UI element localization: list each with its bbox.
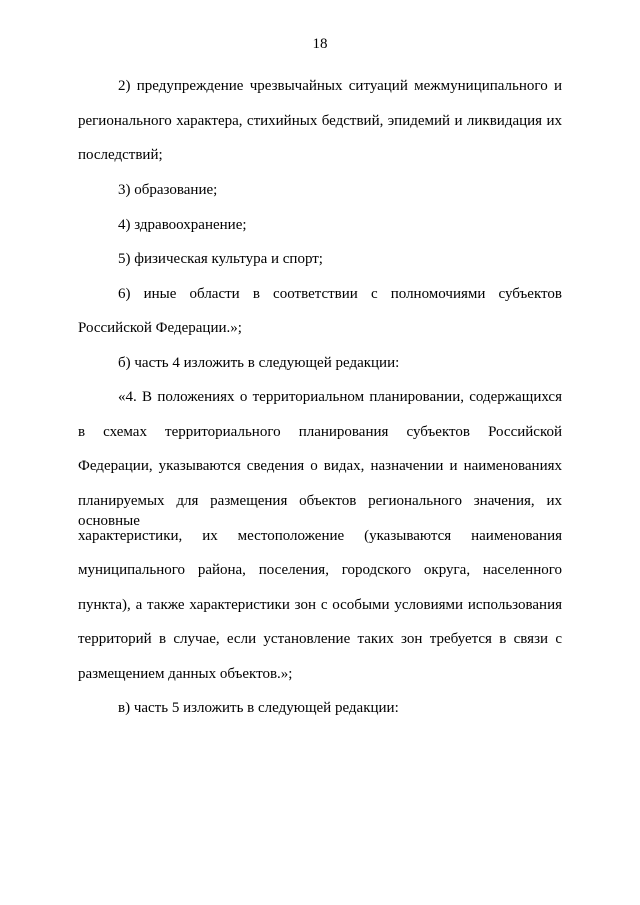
paragraph-line: муниципального района, поселения, городского округа, населенного [78,562,562,578]
paragraph-line: 4) здравоохранение; [118,217,247,233]
paragraph-line: 3) образование; [118,182,218,198]
page-number: 18 [312,36,328,52]
paragraph-line: 2) предупреждение чрезвычайных ситуаций межмуниципального и [118,78,562,94]
paragraph-line: в) часть 5 изложить в следующей редакции: [118,700,399,716]
paragraph-line: «4. В положениях о территориальном планировании, содержащихся [118,389,562,405]
paragraph-line: Федерации, указываются сведения о видах, назначении и наименованиях [78,458,562,474]
paragraph-line: в схемах территориального планирования субъектов Российской [78,424,562,440]
paragraph-line: 6) иные области в соответствии с полномочиями субъектов [118,286,562,302]
paragraph-line: последствий; [78,147,163,163]
paragraph-line: 5) физическая культура и спорт; [118,251,323,267]
paragraph-line: характеристики, их местоположение (указываются наименования [78,528,562,544]
paragraph-line: территорий в случае, если установление таких зон требуется в связи с [78,631,562,647]
paragraph-line: пункта), а также характеристики зон с особыми условиями использования [78,597,562,613]
paragraph-line: размещением данных объектов.»; [78,666,293,682]
paragraph-line: Российской Федерации.»; [78,320,242,336]
paragraph-line: регионального характера, стихийных бедствий, эпидемий и ликвидация их [78,113,562,129]
paragraph-line: планируемых для размещения объектов регионального значения, их основные [78,493,562,529]
paragraph-line: б) часть 4 изложить в следующей редакции: [118,355,400,371]
